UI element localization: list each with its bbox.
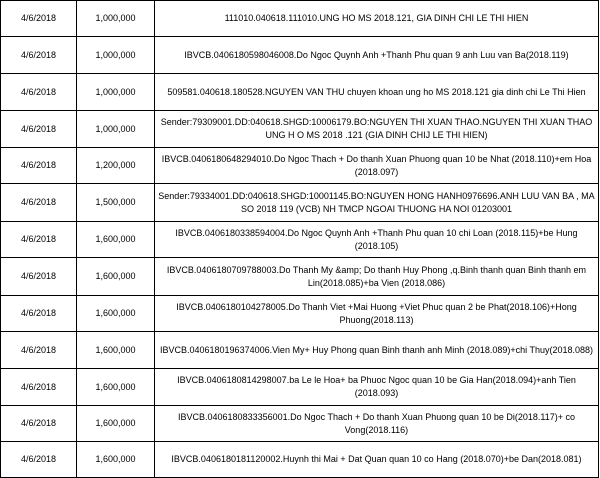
transactions-body <box>1 1 599 478</box>
amount-cell: 1,600,000 <box>77 442 155 478</box>
description-cell: IBVCB.0406180181120002.Huynh thi Mai + Dat Quan quan 10 co Hang (2018.070)+be Dan(2018.081) <box>155 442 599 478</box>
description-cell: 509581.040618.180528.NGUYEN VAN THU chuyen khoan ung ho MS 2018.121 gia dinh chi Le Thi Hien <box>155 74 599 111</box>
description-cell: 111010.040618.111010.UNG HO MS 2018.121, GIA DINH CHI LE THI HIEN <box>155 1 599 37</box>
table-row <box>1 442 599 478</box>
amount-cell: 1,600,000 <box>77 406 155 442</box>
amount-cell: 1,600,000 <box>77 369 155 406</box>
table-row <box>1 1 599 37</box>
date-cell: 4/6/2018 <box>1 369 77 406</box>
table-row <box>1 74 599 111</box>
date-cell: 4/6/2018 <box>1 222 77 258</box>
date-cell: 4/6/2018 <box>1 111 77 148</box>
description-cell: IBVCB.0406180833356001.Do Ngoc Thach + Do thanh Xuan Phuong quan 10 be Di(2018.117)+ co Vong(2018.116) <box>155 406 599 442</box>
table-row <box>1 37 599 74</box>
amount-cell: 1,200,000 <box>77 148 155 184</box>
description-cell: IBVCB.0406180196374006.Vien My+ Huy Phong quan Binh thanh anh Minh (2018.089)+chi Thuy(2018.088) <box>155 332 599 369</box>
description-cell: IBVCB.0406180104278005.Do Thanh Viet +Mai Huong +Viet Phuc quan 2 be Phat(2018.106)+Hong Phuong(2018.113) <box>155 296 599 332</box>
table-row <box>1 332 599 369</box>
table-row <box>1 148 599 184</box>
table-row <box>1 258 599 296</box>
table-row <box>1 296 599 332</box>
description-cell: IBVCB.0406180648294010.Do Ngoc Thach + Do thanh Xuan Phuong quan 10 be Nhat (2018.110)+em Hoa (2018.097) <box>155 148 599 184</box>
date-cell: 4/6/2018 <box>1 442 77 478</box>
date-cell: 4/6/2018 <box>1 184 77 222</box>
date-cell: 4/6/2018 <box>1 148 77 184</box>
amount-cell: 1,600,000 <box>77 296 155 332</box>
amount-cell: 1,000,000 <box>77 74 155 111</box>
date-cell: 4/6/2018 <box>1 37 77 74</box>
table-row <box>1 111 599 148</box>
date-cell: 4/6/2018 <box>1 296 77 332</box>
amount-cell: 1,600,000 <box>77 332 155 369</box>
description-cell: IBVCB.0406180338594004.Do Ngoc Quynh Anh +Thanh Phu quan 10 chi Loan (2018.115)+be Hung (2018.105) <box>155 222 599 258</box>
date-cell: 4/6/2018 <box>1 332 77 369</box>
description-cell: IBVCB.0406180814298007.ba Le le Hoa+ ba Phuoc Ngoc quan 10 be Gia Han(2018.094)+anh Tien (2018.093) <box>155 369 599 406</box>
date-cell: 4/6/2018 <box>1 406 77 442</box>
amount-cell: 1,000,000 <box>77 1 155 37</box>
table-row <box>1 184 599 222</box>
amount-cell: 1,600,000 <box>77 258 155 296</box>
amount-cell: 1,000,000 <box>77 37 155 74</box>
table-row <box>1 369 599 406</box>
description-cell: Sender:79309001.DD:040618.SHGD:10006179.BO:NGUYEN THI XUAN THAO.NGUYEN THI XUAN THAO UNG H O MS 2018 .121 (GIA DINH CHIJ LE THI HIEN) <box>155 111 599 148</box>
amount-cell: 1,500,000 <box>77 184 155 222</box>
description-cell: Sender:79334001.DD:040618.SHGD:10001145.BO:NGUYEN HONG HANH0976696.ANH LUU VAN BA , MA SO 2018 119 (VCB) NH TMCP NGOAI THUONG HA NOI 01203001 <box>155 184 599 222</box>
description-cell: IBVCB.0406180709788003.Do Thanh My &amp; Do thanh Huy Phong ,q.Binh thanh quan Binh thanh em Lin(2018.085)+ba Vien (2018.086) <box>155 258 599 296</box>
amount-cell: 1,000,000 <box>77 111 155 148</box>
amount-cell: 1,600,000 <box>77 222 155 258</box>
description-cell: IBVCB.0406180598046008.Do Ngoc Quynh Anh +Thanh Phu quan 9 anh Luu van Ba(2018.119) <box>155 37 599 74</box>
table-row <box>1 406 599 442</box>
date-cell: 4/6/2018 <box>1 1 77 37</box>
table-row <box>1 222 599 258</box>
date-cell: 4/6/2018 <box>1 74 77 111</box>
date-cell: 4/6/2018 <box>1 258 77 296</box>
